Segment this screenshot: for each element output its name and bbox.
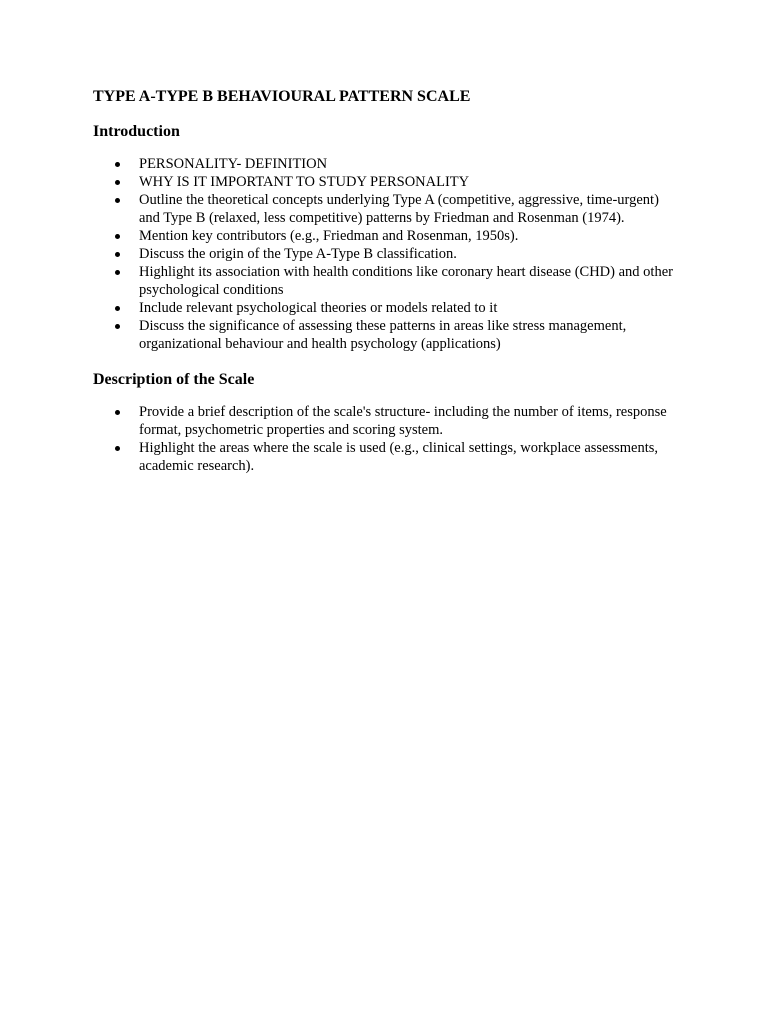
list-item — [93, 403, 683, 439]
list-item-text: PERSONALITY- DEFINITION — [139, 156, 328, 172]
bullet-icon — [115, 306, 120, 311]
bullet-icon — [115, 234, 120, 239]
bullet-icon — [115, 446, 120, 451]
list-item — [93, 439, 683, 475]
bullet-icon — [115, 162, 120, 167]
list-item — [93, 155, 683, 173]
bullet-icon — [115, 324, 120, 329]
section-heading-description: Description of the Scale — [93, 371, 255, 388]
list-item — [93, 173, 683, 191]
list-item — [93, 299, 683, 317]
document-title: TYPE A-TYPE B BEHAVIOURAL PATTERN SCALE — [93, 88, 471, 105]
list-item-text: Outline the theoretical concepts underlying Type A (competitive, aggressive, time-urgent) and Type B (relaxed, less competitive) patterns by Friedman and Rosenman (1974). — [139, 192, 659, 226]
bullet-icon — [115, 410, 120, 415]
list-item-text: Discuss the significance of assessing these patterns in areas like stress management, organizational behaviour and health psychology (applications) — [139, 318, 627, 352]
bullet-icon — [115, 252, 120, 257]
list-item-text: Highlight the areas where the scale is used (e.g., clinical settings, workplace assessments, academic research). — [139, 440, 659, 474]
introduction-bullet-list — [93, 155, 683, 353]
list-item-text: Highlight its association with health conditions like coronary heart disease (CHD) and other psychological conditions — [139, 264, 673, 298]
description-bullet-list — [93, 403, 683, 475]
section-heading-introduction: Introduction — [93, 123, 180, 140]
document-page — [93, 86, 683, 475]
bullet-icon — [115, 180, 120, 185]
list-item — [93, 191, 683, 227]
list-item — [93, 317, 683, 353]
list-item — [93, 263, 683, 299]
bullet-icon — [115, 270, 120, 275]
list-item-text: Discuss the origin of the Type A-Type B classification. — [139, 246, 457, 262]
list-item — [93, 245, 683, 263]
list-item-text: WHY IS IT IMPORTANT TO STUDY PERSONALITY — [139, 174, 470, 190]
list-item — [93, 227, 683, 245]
list-item-text: Mention key contributors (e.g., Friedman and Rosenman, 1950s). — [139, 228, 519, 244]
list-item-text: Provide a brief description of the scale's structure- including the number of items, response format, psychometric properties and scoring system. — [139, 404, 667, 438]
bullet-icon — [115, 198, 120, 203]
list-item-text: Include relevant psychological theories or models related to it — [139, 300, 498, 316]
